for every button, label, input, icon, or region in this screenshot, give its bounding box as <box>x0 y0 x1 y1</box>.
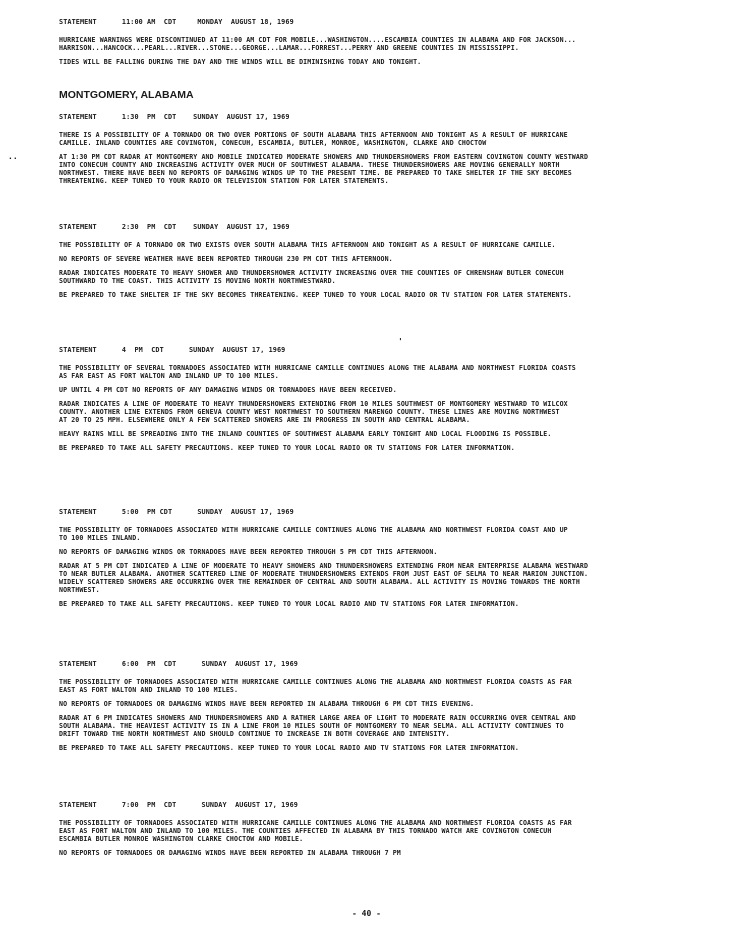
text-line: THE POSSIBILITY OF TORNADOES ASSOCIATED WITH HURRICANE CAMILLE CONTINUES ALONG THE ALABAMA AND NORTHWEST FLORIDA COASTS AS FAR <box>59 678 572 686</box>
text-line: TO NEAR BUTLER ALABAMA. ANOTHER SCATTERED LINE OF MODERATE THUNDERSHOWERS EXTENDS FROM JUST EAST OF SELMA TO NEAR MARION JUNCTION. <box>59 570 589 578</box>
statement-paragraph <box>59 700 719 708</box>
text-line: THERE IS A POSSIBILITY OF A TORNADO OR TWO OVER PORTIONS OF SOUTH ALABAMA THIS AFTERNOON AND TONIGHT AS A RESULT OF HURRICANE <box>59 131 568 139</box>
text-line: INTO CONECUH COUNTY AND INCREASING ACTIVITY OVER MUCH OF SOUTHWEST ALABAMA. THESE THUNDERSHOWERS ARE MOVING GENERALLY NORTH <box>59 161 560 169</box>
text-line: CAMILLE. INLAND COUNTIES ARE COVINGTON, CONECUH, ESCAMBIA, BUTLER, MONROE, WASHINGTON, CLARKE AND CHOCTOW <box>59 139 487 147</box>
text-line: BE PREPARED TO TAKE ALL SAFETY PRECAUTIONS. KEEP TUNED TO YOUR LOCAL RADIO AND TV STATIONS FOR LATER INFORMATION. <box>59 600 519 608</box>
statement-paragraph <box>59 526 719 542</box>
margin-mark: .. <box>8 152 18 161</box>
text-line: NO REPORTS OF TORNADOES OR DAMAGING WINDS HAVE BEEN REPORTED IN ALABAMA THROUGH 6 PM CDT THIS EVENING. <box>59 700 475 708</box>
text-line: UP UNTIL 4 PM CDT NO REPORTS OF ANY DAMAGING WINDS OR TORNADOES HAVE BEEN RECEIVED. <box>59 386 397 394</box>
statement-block <box>59 18 719 66</box>
statement-paragraph <box>59 36 719 52</box>
statement-paragraph <box>59 241 719 249</box>
statement-paragraph <box>59 269 719 285</box>
text-line: RADAR AT 6 PM INDICATES SHOWERS AND THUNDERSHOWERS AND A RATHER LARGE AREA OF LIGHT TO MODERATE RAIN OCCURRING OVER CENTRAL AND <box>59 714 576 722</box>
text-line: THE POSSIBILITY OF TORNADOES ASSOCIATED WITH HURRICANE CAMILLE CONTINUES ALONG THE ALABAMA AND NORTHWEST FLORIDA COAST AND UP <box>59 526 568 534</box>
text-line: COUNTY. ANOTHER LINE EXTENDS FROM GENEVA COUNTY WEST NORTHWEST TO SOUTHERN MARENGO COUNTY. THESE LINES ARE MOVING NORTHWEST <box>59 408 560 416</box>
statement-paragraph <box>59 291 719 299</box>
text-line: EAST AS FORT WALTON AND INLAND TO 100 MILES. <box>59 686 239 694</box>
statement-block <box>59 346 719 452</box>
text-line: NORTHWEST. <box>59 586 100 594</box>
text-line: BE PREPARED TO TAKE ALL SAFETY PRECAUTIONS. KEEP TUNED TO YOUR LOCAL RADIO AND TV STATIONS FOR LATER INFORMATION. <box>59 744 519 752</box>
text-line: HURRICANE WARNINGS WERE DISCONTINUED AT 11:00 AM CDT FOR MOBILE...WASHINGTON....ESCAMBIA COUNTIES IN ALABAMA AND FOR JACKSON... <box>59 36 576 44</box>
statement-header: STATEMENT 1:30 PM CDT SUNDAY AUGUST 17, 1969 <box>59 113 290 121</box>
statement-paragraph <box>59 562 719 594</box>
text-line: DRIFT TOWARD THE NORTH NORTHWEST AND SHOULD CONTINUE TO INCREASE IN BOTH COVERAGE AND INTENSITY. <box>59 730 450 738</box>
statement-paragraph <box>59 819 719 843</box>
statement-paragraph <box>59 58 719 66</box>
statement-block <box>59 113 719 185</box>
statement-paragraph <box>59 849 719 857</box>
statement-paragraph <box>59 548 719 556</box>
text-line: ESCAMBIA BUTLER MONROE WASHINGTON CLARKE CHOCTOW AND MOBILE. <box>59 835 304 843</box>
text-line: WIDELY SCATTERED SHOWERS ARE OCCURRING OVER THE REMAINDER OF CENTRAL AND SOUTH ALABAMA. ALL ACTIVITY IS MOVING TOWARDS THE NORTH <box>59 578 580 586</box>
statement-block <box>59 660 719 752</box>
text-line: NORTHWEST. THERE HAVE BEEN NO REPORTS OF DAMAGING WINDS UP TO THE PRESENT TIME. BE PREPARED TO TAKE SHELTER IF THE SKY BECOMES <box>59 169 572 177</box>
statement-header: STATEMENT 7:00 PM CDT SUNDAY AUGUST 17, 1969 <box>59 801 298 809</box>
statement-block <box>59 801 719 857</box>
statement-header: STATEMENT 5:00 PM CDT SUNDAY AUGUST 17, 1969 <box>59 508 294 516</box>
statement-paragraph <box>59 400 719 424</box>
text-line: AT 1:30 PM CDT RADAR AT MONTGOMERY AND MOBILE INDICATED MODERATE SHOWERS AND THUNDERSHOWERS FROM EASTERN COVINGTON COUNTY WESTWARD <box>59 153 589 161</box>
text-line: SOUTH ALABAMA. THE HEAVIEST ACTIVITY IS IN A LINE FROM 10 MILES SOUTH OF MONTGOMERY TO NEAR SELMA. ALL ACTIVITY CONTINUES TO <box>59 722 564 730</box>
text-line: RADAR INDICATES A LINE OF MODERATE TO HEAVY THUNDERSHOWERS EXTENDING FROM 10 MILES SOUTHWEST OF MONTGOMERY WESTWARD TO WILCOX <box>59 400 568 408</box>
text-line: AS FAR EAST AS FORT WALTON AND INLAND UP TO 100 MILES. <box>59 372 279 380</box>
statement-paragraph <box>59 714 719 738</box>
statement-paragraph <box>59 131 719 147</box>
text-line: AT 20 TO 25 MPH. ELSEWHERE ONLY A FEW SCATTERED SHOWERS ARE IN PROGRESS IN SOUTH AND CENTRAL ALABAMA. <box>59 416 471 424</box>
text-line: THE POSSIBILITY OF A TORNADO OR TWO EXISTS OVER SOUTH ALABAMA THIS AFTERNOON AND TONIGHT AS A RESULT OF HURRICANE CAMILLE. <box>59 241 556 249</box>
statement-paragraph <box>59 430 719 438</box>
text-line: NO REPORTS OF DAMAGING WINDS OR TORNADOES HAVE BEEN REPORTED THROUGH 5 PM CDT THIS AFTERNOON. <box>59 548 438 556</box>
location-heading: MONTGOMERY, ALABAMA <box>59 89 194 101</box>
text-line: RADAR INDICATES MODERATE TO HEAVY SHOWER AND THUNDERSHOWER ACTIVITY INCREASING OVER THE COUNTIES OF CHRENSHAW BUTLER CONECUH <box>59 269 564 277</box>
page-number: - 40 - <box>352 909 381 918</box>
text-line: THE POSSIBILITY OF SEVERAL TORNADOES ASSOCIATED WITH HURRICANE CAMILLE CONTINUES ALONG THE ALABAMA AND NORTHWEST FLORIDA COASTS <box>59 364 576 372</box>
text-line: EAST AS FORT WALTON AND INLAND TO 100 MILES. THE COUNTIES AFFECTED IN ALABAMA BY THIS TORNADO WATCH ARE COVINGTON CONECUH <box>59 827 552 835</box>
statement-paragraph <box>59 444 719 452</box>
text-line: HEAVY RAINS WILL BE SPREADING INTO THE INLAND COUNTIES OF SOUTHWEST ALABAMA EARLY TONIGHT AND LOCAL FLOODING IS POSSIBLE. <box>59 430 552 438</box>
statement-paragraph <box>59 744 719 752</box>
text-line: THE POSSIBILITY OF TORNADOES ASSOCIATED WITH HURRICANE CAMILLE CONTINUES ALONG THE ALABAMA AND NORTHWEST FLORIDA COASTS AS FAR <box>59 819 572 827</box>
statement-paragraph <box>59 364 719 380</box>
text-line: RADAR AT 5 PM CDT INDICATED A LINE OF MODERATE TO HEAVY SHOWERS AND THUNDERSHOWERS EXTENDING FROM NEAR ENTERPRISE ALABAMA WESTWARD <box>59 562 589 570</box>
statement-block <box>59 508 719 608</box>
statement-header: STATEMENT 4 PM CDT SUNDAY AUGUST 17, 1969 <box>59 346 286 354</box>
text-line: HARRISON...HANCOCK...PEARL...RIVER...STONE...GEORGE...LAMAR...FORREST...PERRY AND GREENE COUNTIES IN MISSISSIPPI. <box>59 44 519 52</box>
text-line: BE PREPARED TO TAKE ALL SAFETY PRECAUTIONS. KEEP TUNED TO YOUR LOCAL RADIO OR TV STATIONS FOR LATER INFORMATION. <box>59 444 515 452</box>
text-line: BE PREPARED TO TAKE SHELTER IF THE SKY BECOMES THREATENING. KEEP TUNED TO YOUR LOCAL RADIO OR TV STATION FOR LATER STATEMENTS. <box>59 291 572 299</box>
text-line: SOUTHWARD TO THE COAST. THIS ACTIVITY IS MOVING NORTH NORTHWESTWARD. <box>59 277 336 285</box>
statement-header: STATEMENT 2:30 PM CDT SUNDAY AUGUST 17, 1969 <box>59 223 290 231</box>
statement-paragraph <box>59 386 719 394</box>
statement-paragraph <box>59 600 719 608</box>
statement-block <box>59 223 719 299</box>
statement-paragraph <box>59 678 719 694</box>
text-line: NO REPORTS OF TORNADOES OR DAMAGING WINDS HAVE BEEN REPORTED IN ALABAMA THROUGH 7 PM <box>59 849 401 857</box>
statement-header: STATEMENT 11:00 AM CDT MONDAY AUGUST 18, 1969 <box>59 18 294 26</box>
statement-header: STATEMENT 6:00 PM CDT SUNDAY AUGUST 17, 1969 <box>59 660 298 668</box>
text-line: TIDES WILL BE FALLING DURING THE DAY AND THE WINDS WILL BE DIMINISHING TODAY AND TONIGHT. <box>59 58 422 66</box>
text-line: THREATENING. KEEP TUNED TO YOUR RADIO OR TELEVISION STATION FOR LATER STATEMENTS. <box>59 177 389 185</box>
text-line: NO REPORTS OF SEVERE WEATHER HAVE BEEN REPORTED THROUGH 230 PM CDT THIS AFTERNOON. <box>59 255 393 263</box>
statement-paragraph <box>59 153 719 185</box>
text-line: TO 100 MILES INLAND. <box>59 534 141 542</box>
statement-paragraph <box>59 255 719 263</box>
stray-mark: ' <box>398 337 403 346</box>
